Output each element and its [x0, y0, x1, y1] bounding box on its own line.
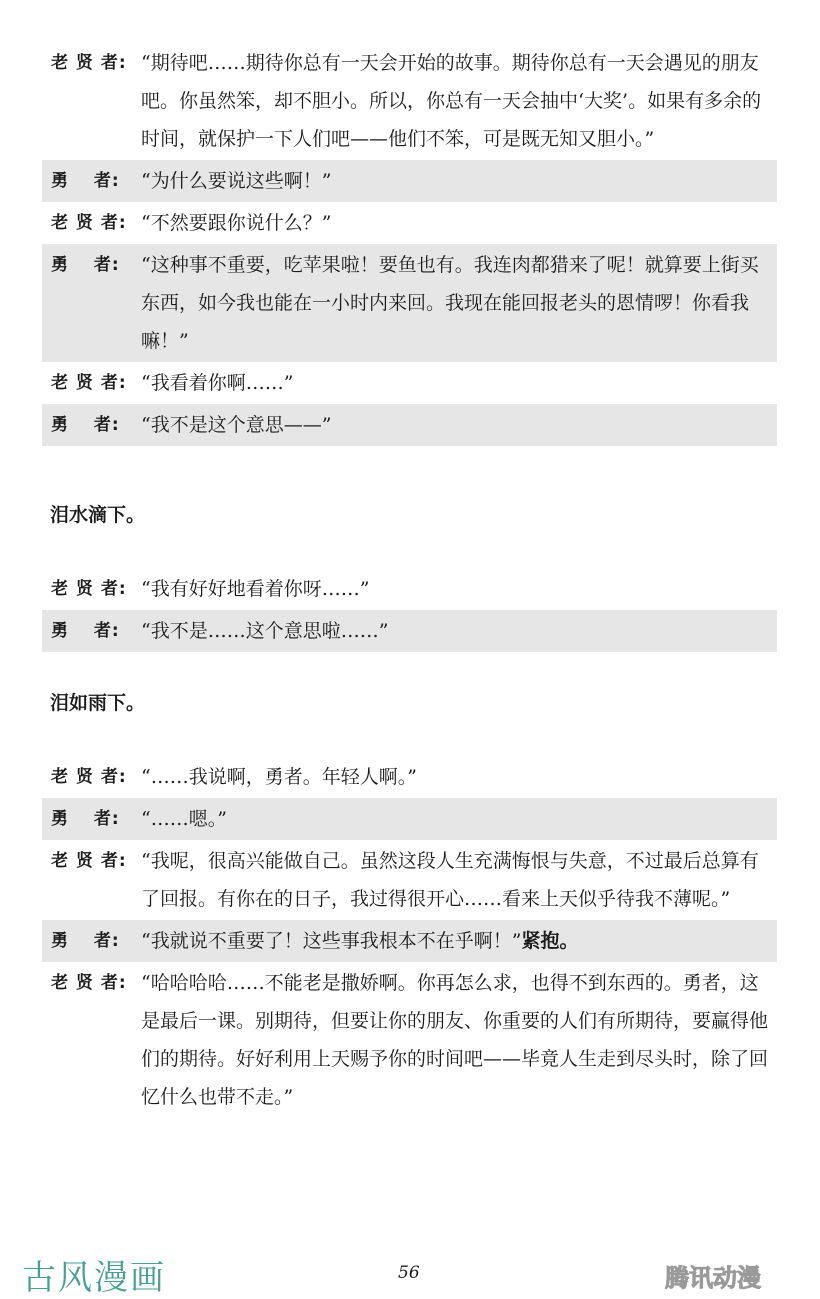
dialogue-line: [42, 840, 777, 920]
speaker-label: 老 贤 者:: [51, 373, 127, 393]
narration-text: 泪如雨下。: [50, 692, 146, 714]
speaker-label: 老 贤 者:: [51, 851, 127, 871]
dialogue-line: [42, 42, 777, 160]
dialogue-line: [42, 756, 777, 798]
speech-text: “我呢，很高兴能做自己。虽然这段人生充满悔恨与失意，不过最后总算有了回报。有你在的日子，我过得很开心……看来上天似乎待我不薄呢。”: [141, 850, 759, 910]
dialogue-line: [42, 202, 777, 244]
speech-text: “……嗯。”: [141, 808, 227, 830]
speech-text: “……我说啊，勇者。年轻人啊。”: [141, 766, 417, 788]
watermark-logo-right: 腾讯动漫: [665, 1264, 761, 1292]
dialogue-block-3: [42, 756, 777, 1118]
dialogue-line: [42, 160, 777, 202]
dialogue-block-1: [42, 42, 777, 446]
dialogue-line: [42, 610, 777, 652]
speech-text: “期待吧……期待你总有一天会开始的故事。期待你总有一天会遇见的朋友吧。你虽然笨，却不胆小。所以，你总有一天会抽中‘大奖’。如果有多余的时间，就保护一下人们吧——他们不笨，可是既无知又胆小。”: [141, 52, 762, 150]
speech-text: “我有好好地看着你呀……”: [141, 578, 370, 600]
narration-text: 泪水滴下。: [50, 504, 146, 526]
page-number: 56: [398, 1263, 420, 1283]
speaker-label: 老 贤 者:: [51, 53, 127, 73]
speech-quote: “我就说不重要了！这些事我根本不在乎啊！”: [141, 930, 522, 952]
dialogue-line: [42, 798, 777, 840]
speaker-label: 勇 者:: [51, 171, 120, 191]
speaker-label: 勇 者:: [51, 415, 120, 435]
speech-text: “这种事不重要，吃苹果啦！要鱼也有。我连肉都猎来了呢！就算要上街买东西，如今我也能在一小时内来回。我现在能回报老头的恩情啰！你看我嘛！”: [141, 254, 759, 352]
dialogue-line: [42, 244, 777, 362]
dialogue-line: [42, 568, 777, 610]
speaker-label: 勇 者:: [51, 809, 120, 829]
speaker-label: 老 贤 者:: [51, 579, 127, 599]
speaker-label: 老 贤 者:: [51, 213, 127, 233]
speech-text: “哈哈哈哈……不能老是撒娇啊。你再怎么求，也得不到东西的。勇者，这是最后一课。别期待，但要让你的朋友、你重要的人们有所期待，要赢得他们的期待。好好利用上天赐予你的时间吧——毕竟人生走到尽头时，除了回忆什么也带不走。”: [141, 972, 769, 1108]
speaker-label: 勇 者:: [51, 255, 120, 275]
speech-text: “我看着你啊……”: [141, 372, 294, 394]
speaker-label: 老 贤 者:: [51, 767, 127, 787]
speech-text: “我不是……这个意思啦……”: [141, 620, 389, 642]
speech-text: “不然要跟你说什么？”: [141, 212, 332, 234]
dialogue-line: [42, 404, 777, 446]
speech-text: “为什么要说这些啊！”: [141, 170, 332, 192]
dialogue-block-2: [42, 568, 777, 652]
action-text: 紧抱。: [521, 930, 579, 952]
speech-text: [141, 922, 777, 960]
dialogue-line: [42, 962, 777, 1118]
speech-text: “我不是这个意思——”: [141, 414, 332, 436]
speaker-label: 勇 者:: [51, 621, 120, 641]
dialogue-line: [42, 362, 777, 404]
speaker-label: 老 贤 者:: [51, 973, 127, 993]
speaker-label: 勇 者:: [51, 931, 120, 951]
watermark-logo-left: 古风漫画: [22, 1258, 166, 1298]
dialogue-line: [42, 920, 777, 962]
